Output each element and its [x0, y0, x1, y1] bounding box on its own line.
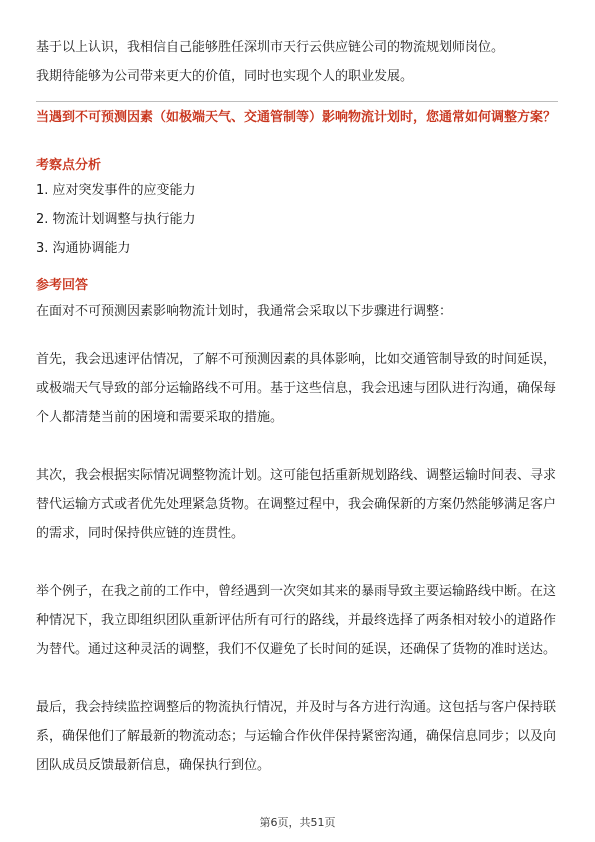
analysis-point: 3. 沟通协调能力 [36, 241, 131, 256]
intro-section [36, 33, 561, 91]
answer-paragraph: 在面对不可预测因素影响物流计划时，我通常会采取以下步骤进行调整： [36, 304, 453, 319]
analysis-point: 1. 应对突发事件的应变能力 [36, 183, 196, 198]
answer-paragraph: 最后，我会持续监控调整后的物流执行情况，并及时与各方进行沟通。这包括与客户保持联系，确保他们了解最新的物流动态；与运输合作伙伴保持紧密沟通，确保信息同步；以及向团队成员反馈最新信息，确保执行到位。 [36, 700, 557, 773]
intro-line: 我期待能够为公司带来更大的价值，同时也实现个人的职业发展。 [36, 69, 414, 84]
question-heading: 当遇到不可预测因素（如极端天气、交通管制等）影响物流计划时，您通常如何调整方案？ [36, 110, 557, 125]
answer-body [36, 297, 558, 809]
page-number: 第6页，共51页 [259, 816, 336, 829]
intro-line: 基于以上认识，我相信自己能够胜任深圳市天行云供应链公司的物流规划师岗位。 [36, 40, 505, 55]
answer-paragraph: 举个例子，在我之前的工作中，曾经遇到一次突如其来的暴雨导致主要运输路线中断。在这种情况下，我立即组织团队重新评估所有可行的路线，并最终选择了两条相对较小的道路作为替代。通过这种灵活的调整，我们不仅避免了长时间的延误，还确保了货物的准时送达。 [36, 584, 557, 657]
section-divider [36, 101, 558, 102]
analysis-point-list [36, 176, 558, 263]
analysis-heading: 考察点分析 [36, 158, 102, 173]
answer-heading: 参考回答 [36, 278, 89, 293]
answer-paragraph: 其次，我会根据实际情况调整物流计划。这可能包括重新规划路线、调整运输时间表、寻求替代运输方式或者优先处理紧急货物。在调整过程中，我会确保新的方案仍然能够满足客户的需求，同时保持供应链的连贯性。 [36, 468, 557, 541]
analysis-point: 2. 物流计划调整与执行能力 [36, 212, 196, 227]
answer-paragraph: 首先，我会迅速评估情况，了解不可预测因素的具体影响，比如交通管制导致的时间延误，或极端天气导致的部分运输路线不可用。基于这些信息，我会迅速与团队进行沟通，确保每个人都清楚当前的困境和需要采取的措施。 [36, 352, 557, 425]
